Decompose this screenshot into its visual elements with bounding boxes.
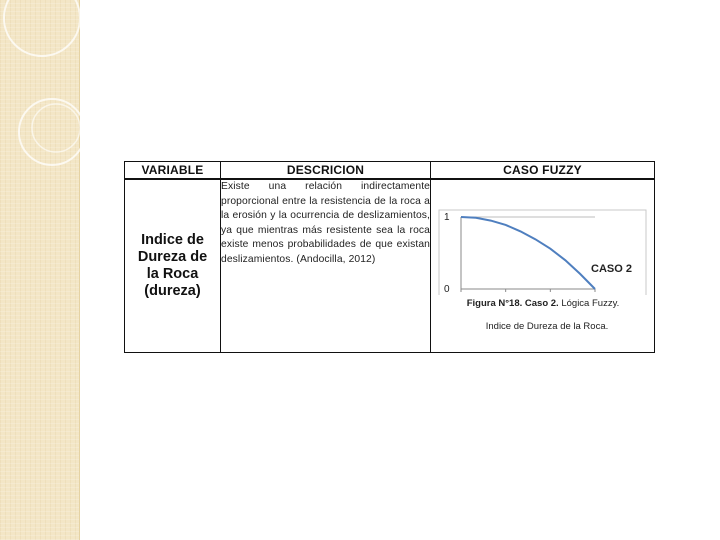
variable-name-cell xyxy=(125,179,221,353)
x-tick-label xyxy=(458,294,463,295)
y-tick-label: 0 xyxy=(444,284,450,295)
header-variable: VARIABLE xyxy=(125,162,221,180)
x-tick-label xyxy=(545,294,556,295)
table-row xyxy=(125,179,655,353)
figure-caption-rest: Lógica Fuzzy. xyxy=(561,298,620,309)
fuzzy-chart xyxy=(431,180,653,295)
header-fuzzy: CASO FUZZY xyxy=(431,162,655,180)
figure-caption xyxy=(433,298,653,309)
series-line xyxy=(461,217,595,289)
variable-line: la Roca xyxy=(146,266,199,282)
description-cell xyxy=(221,179,431,353)
table-header-row xyxy=(125,162,655,180)
variable-line: Dureza de xyxy=(137,249,208,265)
chart-annotation: CASO 2 xyxy=(591,263,632,275)
figure-caption-bold: Figura N°18. Caso 2. xyxy=(466,298,562,309)
x-tick-label xyxy=(590,294,601,295)
decorative-rings xyxy=(0,0,100,200)
variable-line: Indice de xyxy=(141,232,204,248)
description-text: Existe una relación indirectamente proporcional entre la resistencia de la roca a la erosión y la ocurrencia de deslizamientos, ya que mientras más resistente sea la roca existe menos probabilidades de que existan deslizamientos. (Andocilla, 2012) xyxy=(221,181,430,265)
chart-frame xyxy=(439,210,646,295)
x-tick-label xyxy=(500,294,511,295)
figure-caption-subtitle: Indice de Dureza de la Roca. xyxy=(485,321,609,332)
variable-line: (dureza) xyxy=(144,283,201,299)
fuzzy-cell xyxy=(431,179,655,353)
y-tick-label: 1 xyxy=(444,212,450,223)
variable-table xyxy=(124,161,654,353)
header-description: DESCRICION xyxy=(221,162,431,180)
